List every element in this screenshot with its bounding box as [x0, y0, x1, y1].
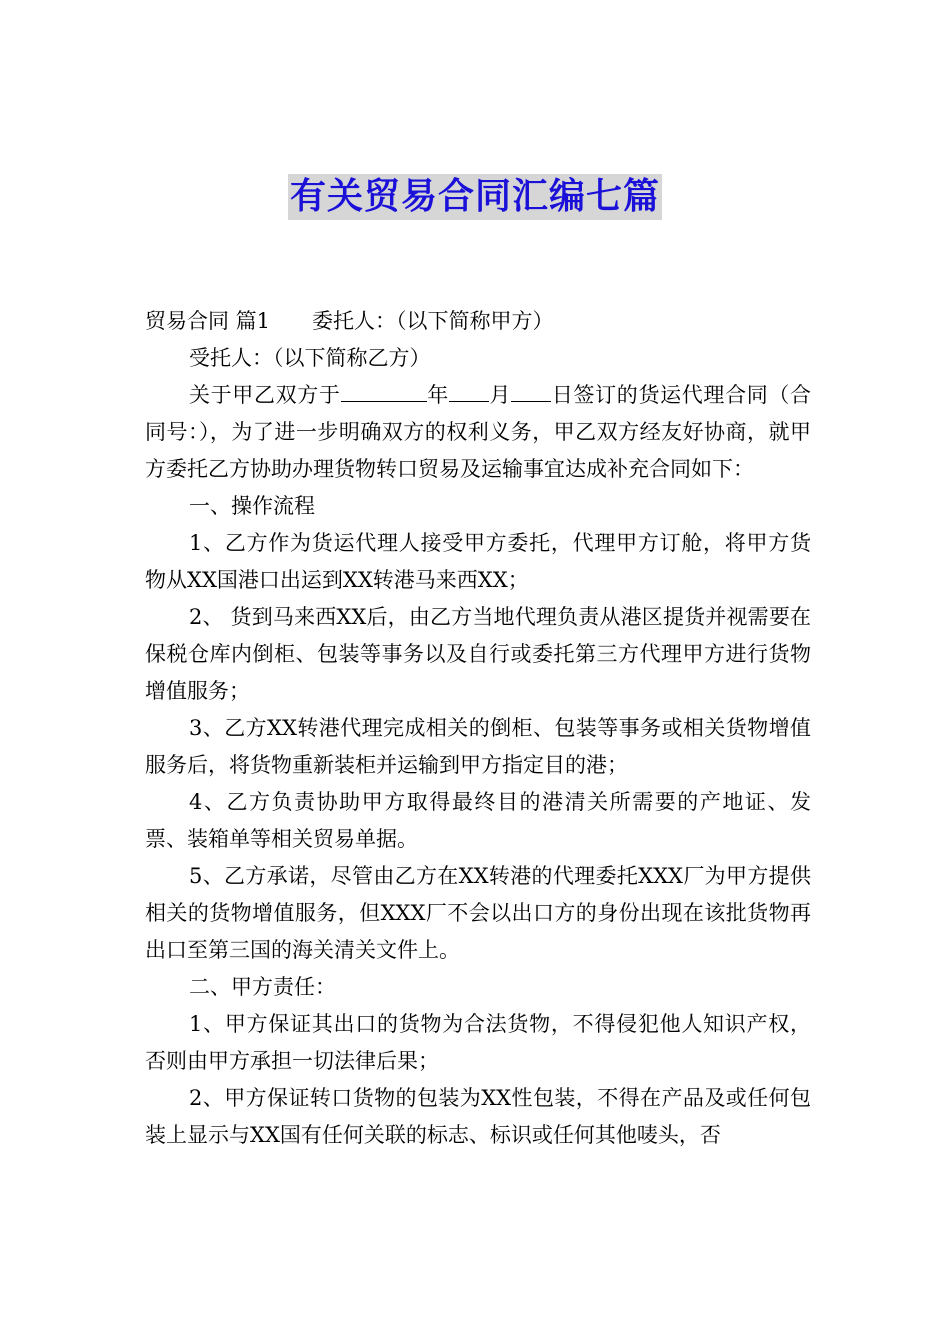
section1-item: 5、乙方承诺，尽管由乙方在XX转港的代理委托XXX厂为甲方提供相关的货物增值服务，但XXX厂不会以出口方的身份出现在该批货物再出口至第三国的海关清关文件上。: [145, 864, 811, 962]
date-year-blank: [341, 381, 427, 402]
intro-paragraph: [145, 377, 811, 488]
section2-item: 2、甲方保证转口货物的包装为XX性包装，不得在产品及或任何包装上显示与XX国有任何关联的标志、标识或任何其他唛头，否: [145, 1086, 811, 1147]
section2-item: 1、甲方保证其出口的货物为合法货物，不得侵犯他人知识产权，否则由甲方承担一切法律后果；: [145, 1012, 811, 1073]
date-day-blank: [511, 381, 551, 402]
date-month-blank: [449, 381, 489, 402]
intro-line: [145, 303, 811, 340]
principal-line: 委托人：（以下简称甲方）: [312, 309, 554, 333]
intro-year: 年: [426, 383, 449, 407]
intro-month: 月: [488, 383, 512, 407]
section1-item: 2、 货到马来西XX后，由乙方当地代理负责从港区提货并视需要在保税仓库内倒柜、包装等事务以及自行或委托第三方代理甲方进行货物增值服务；: [145, 605, 811, 703]
section1-item: 3、乙方XX转港代理完成相关的倒柜、包装等事务或相关货物增值服务后，将货物重新装柜并运输到甲方指定目的港；: [145, 716, 811, 777]
intro-rest: 日签订的货运代理合同（合同号：），为了进一步明确双方的权利义务，甲乙双方经友好协商，就甲方委托乙方协助办理货物转口贸易及运输事宜达成补充合同如下：: [145, 383, 812, 481]
intro-part1: 关于甲乙双方于: [189, 383, 341, 407]
section2-heading: 二、甲方责任：: [189, 975, 336, 999]
title-container: [0, 174, 950, 220]
section1-heading: 一、操作流程: [189, 494, 315, 518]
section1-item: 4、乙方负责协助甲方取得最终目的港清关所需要的产地证、发票、装箱单等相关贸易单据。: [145, 790, 811, 851]
section1-item: 1、乙方作为货运代理人接受甲方委托，代理甲方订舱，将甲方货物从XX国港口出运到XX转港马来西XX；: [145, 531, 811, 592]
agent-line: 受托人：（以下简称乙方）: [189, 346, 431, 370]
document-title: 有关贸易合同汇编七篇: [288, 174, 662, 220]
section-label: 贸易合同 篇1: [145, 309, 271, 333]
document-body: [145, 303, 811, 1154]
